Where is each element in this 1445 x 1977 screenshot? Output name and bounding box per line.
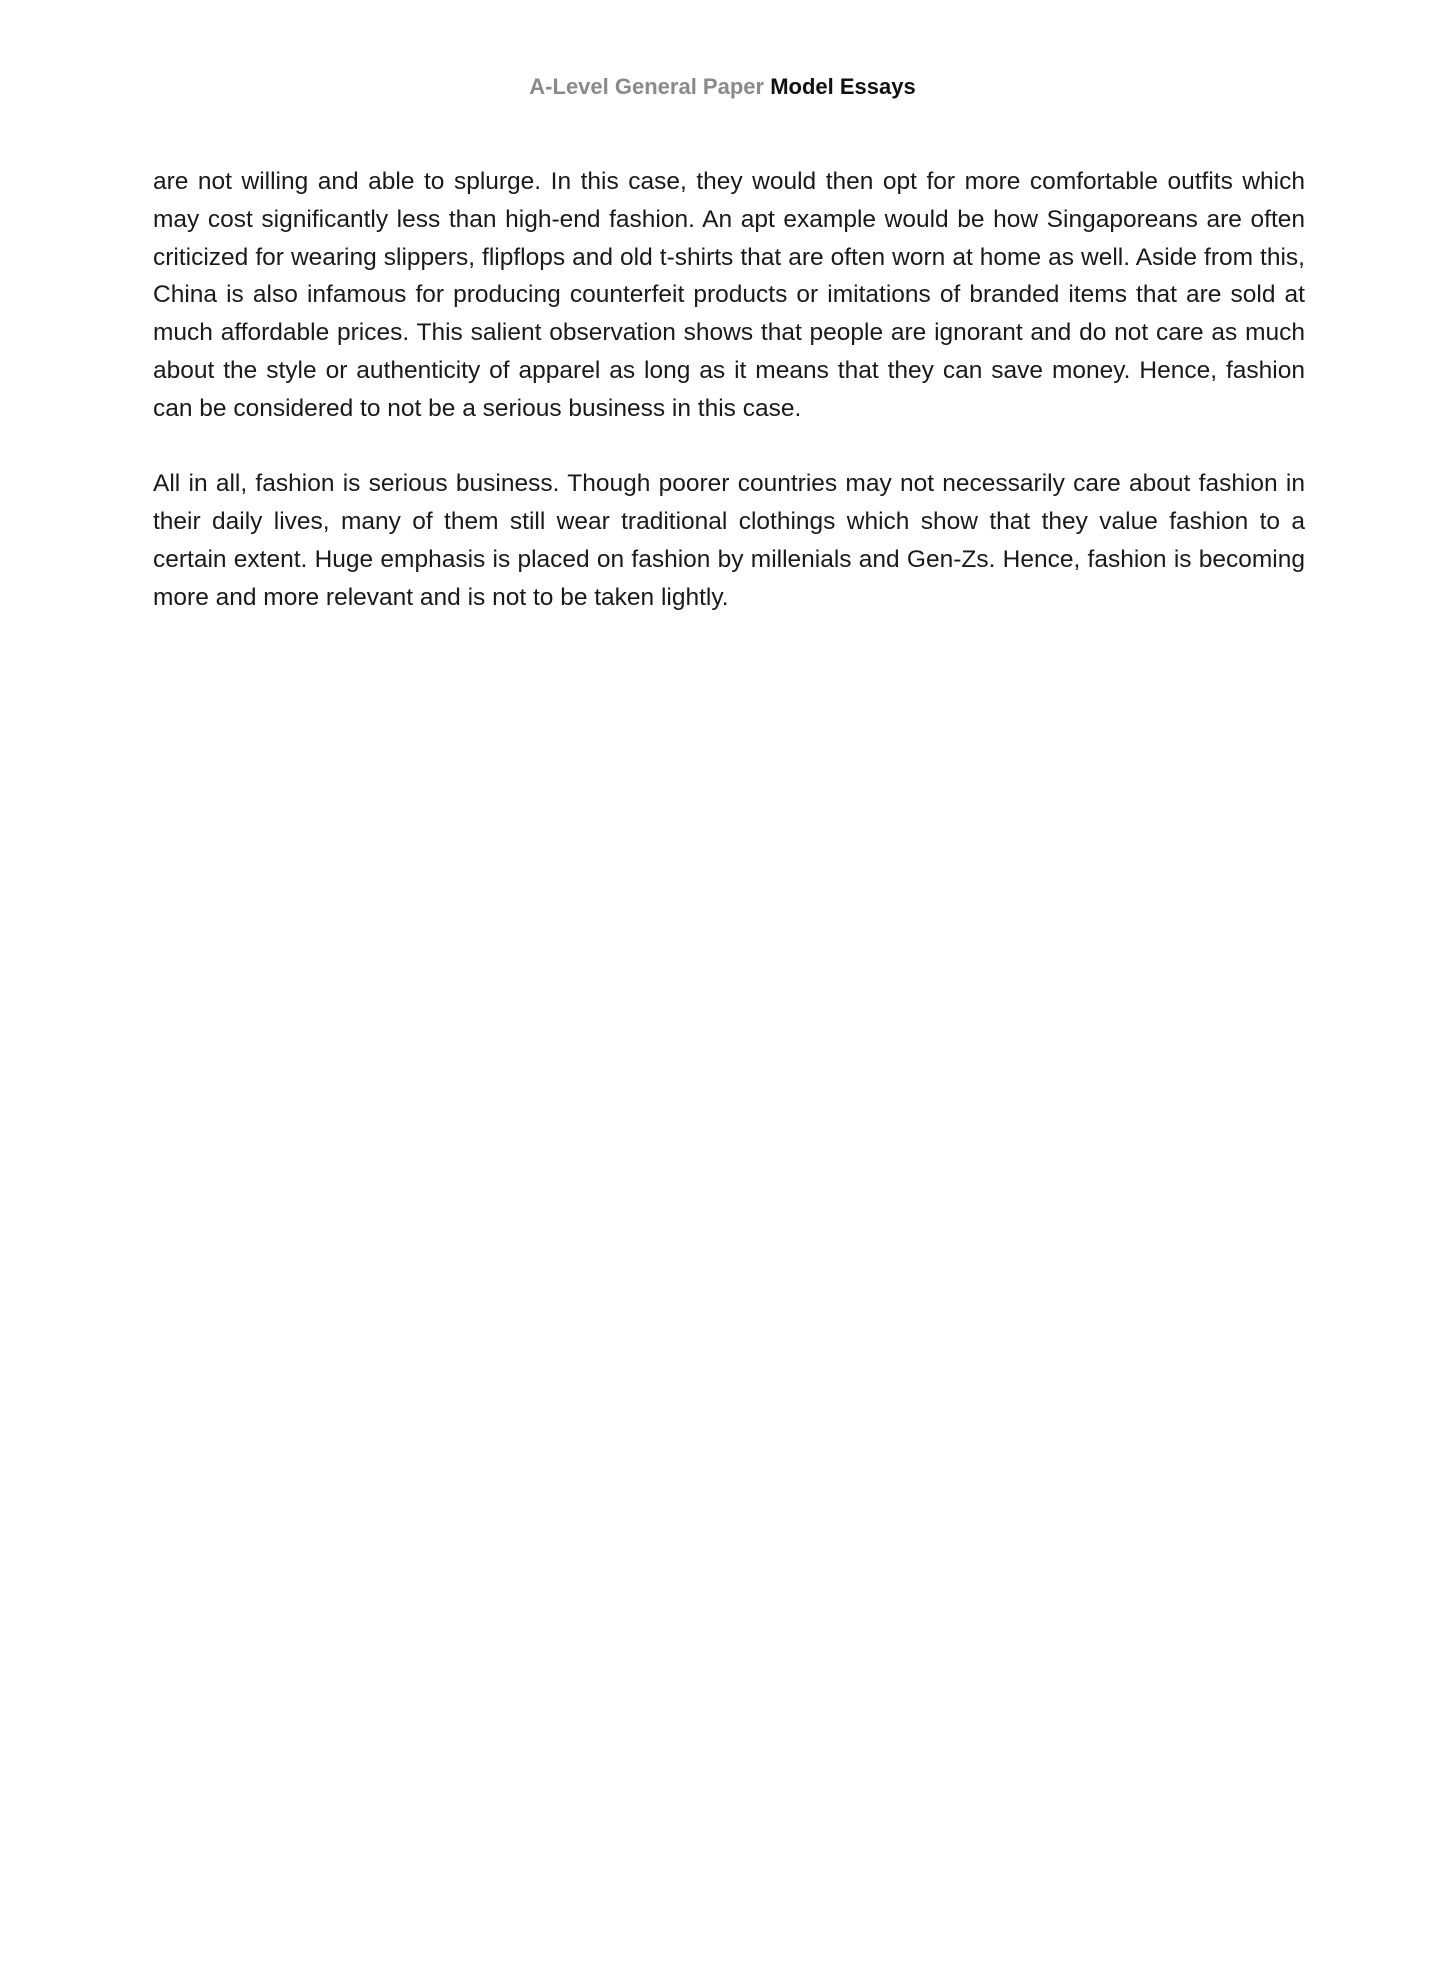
header-title: Model Essays: [770, 74, 916, 99]
paragraph-conclusion: All in all, fashion is serious business. Though poorer countries may not necessarily care about fashion in their daily lives, many of them still wear traditional clothings which show that they value fashion to a certain extent. Huge emphasis is placed on fashion by millenials and Gen-Zs. Hence, fashion is becoming more and more relevant and is not to be taken lightly.: [153, 470, 1305, 611]
paragraph-continuation: are not willing and able to splurge. In this case, they would then opt for more comfortable outfits which may cost significantly less than high-end fashion. An apt example would be how Singaporeans are often criticized for wearing slippers, flipflops and old t-shirts that are often worn at home as well. Aside from this, China is also infamous for producing counterfeit products or imitations of branded items that are sold at much affordable prices. This salient observation shows that people are ignorant and do not care as much about the style or authenticity of apparel as long as it means that they can save money. Hence, fashion can be considered to not be a serious business in this case.: [153, 168, 1305, 422]
header-series: A-Level General Paper: [529, 74, 771, 99]
running-header: [0, 72, 1445, 102]
essay-body: [153, 163, 1305, 617]
